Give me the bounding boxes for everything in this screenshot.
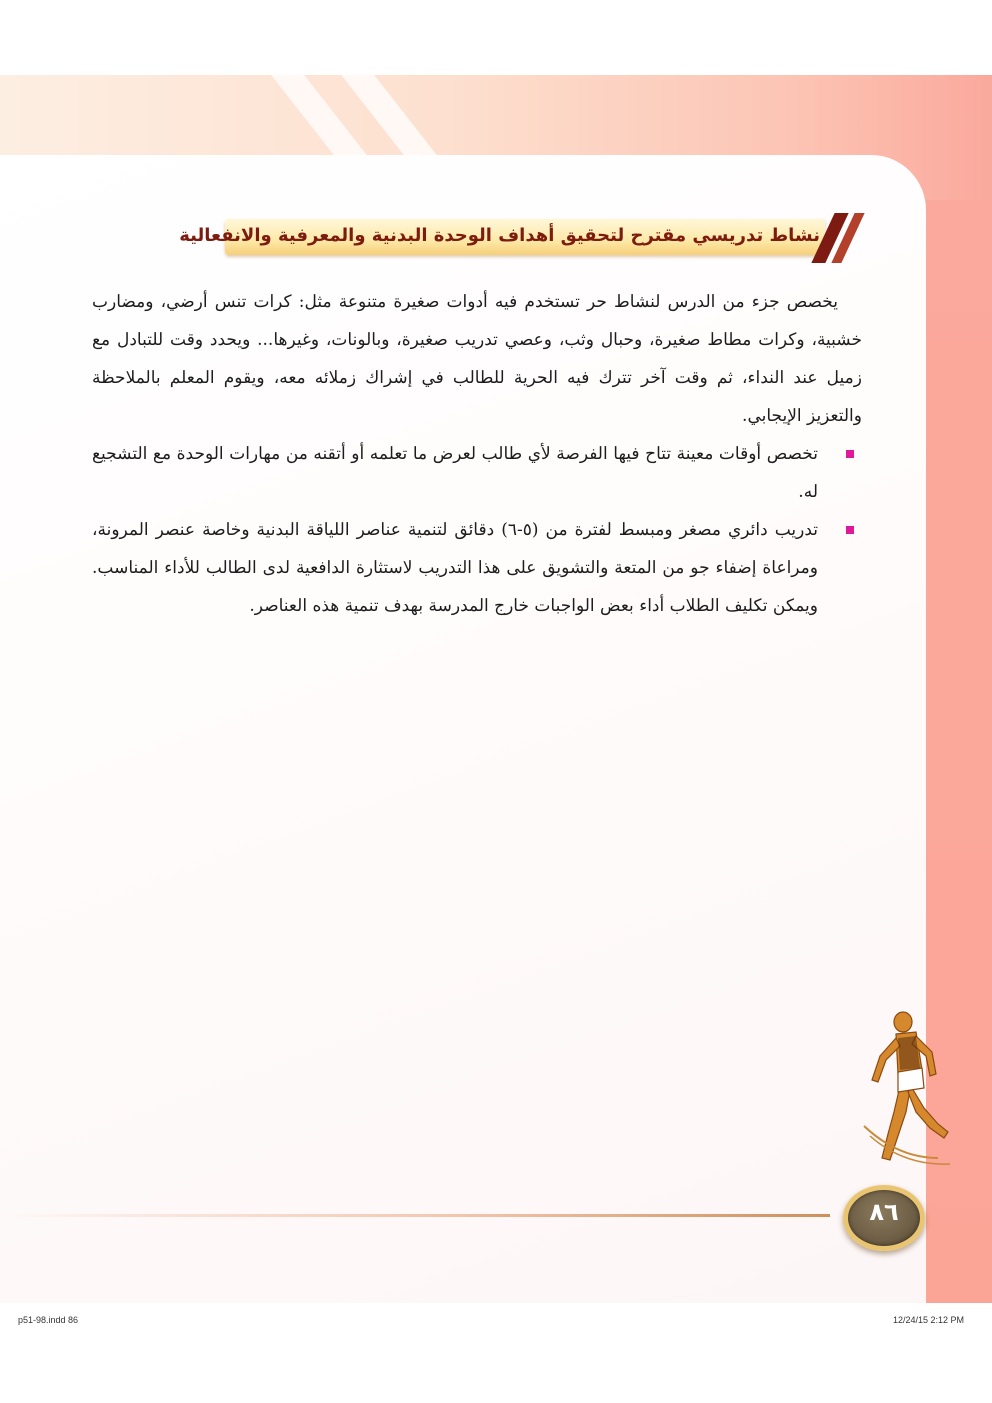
print-slug-timestamp: 12/24/15 2:12 PM	[892, 1315, 964, 1325]
body-text	[92, 283, 862, 625]
bullet-list	[92, 435, 862, 625]
heading-text: نشاط تدريسي مقترح لتحقيق أهداف الوحدة البدنية والمعرفية والانفعالية	[179, 225, 820, 246]
runner-illustration-icon	[858, 1008, 968, 1178]
list-item-text: تخصص أوقات معينة تتاح فيها الفرصة لأي طالب لعرض ما تعلمه أو أتقنه من مهارات الوحدة مع التشجيع له.	[92, 444, 818, 502]
footer-rule	[0, 1214, 830, 1217]
page-number-badge	[843, 1185, 925, 1251]
intro-paragraph: يخصص جزء من الدرس لنشاط حر تستخدم فيه أدوات صغيرة متنوعة مثل: كرات تنس أرضي، ومضارب خشبية، وكرات مطاط صغيرة، وحبال وثب، وعصي تدريب صغيرة، وبالونات، وغيرها... ويحدد وقت للتبادل مع زميل عند النداء، ثم وقت آخر تترك فيه الحرية للطالب في إشراك زملائه معه، ويقوم المعلم بالملاحظة والتعزيز الإيجابي.	[92, 292, 862, 426]
section-heading	[179, 213, 860, 263]
page-number: ٨٦	[869, 1198, 899, 1226]
list-item	[92, 435, 862, 511]
square-bullet-icon	[846, 526, 854, 534]
list-item	[92, 511, 862, 625]
print-slug-file: p51-98.indd 86	[18, 1315, 79, 1325]
list-item-text: تدريب دائري مصغر ومبسط لفترة من (٥-٦) دقائق لتنمية عناصر اللياقة البدنية وخاصة عنصر المرونة، ومراعاة إضفاء جو من المتعة والتشويق على هذا التدريب لاستثارة الدافعية لدى الطالب للأداء المناسب. ويمكن تكليف الطلاب أداء بعض الواجبات خارج المدرسة بهدف تنمية هذه العناصر.	[92, 520, 818, 616]
square-bullet-icon	[846, 450, 854, 458]
